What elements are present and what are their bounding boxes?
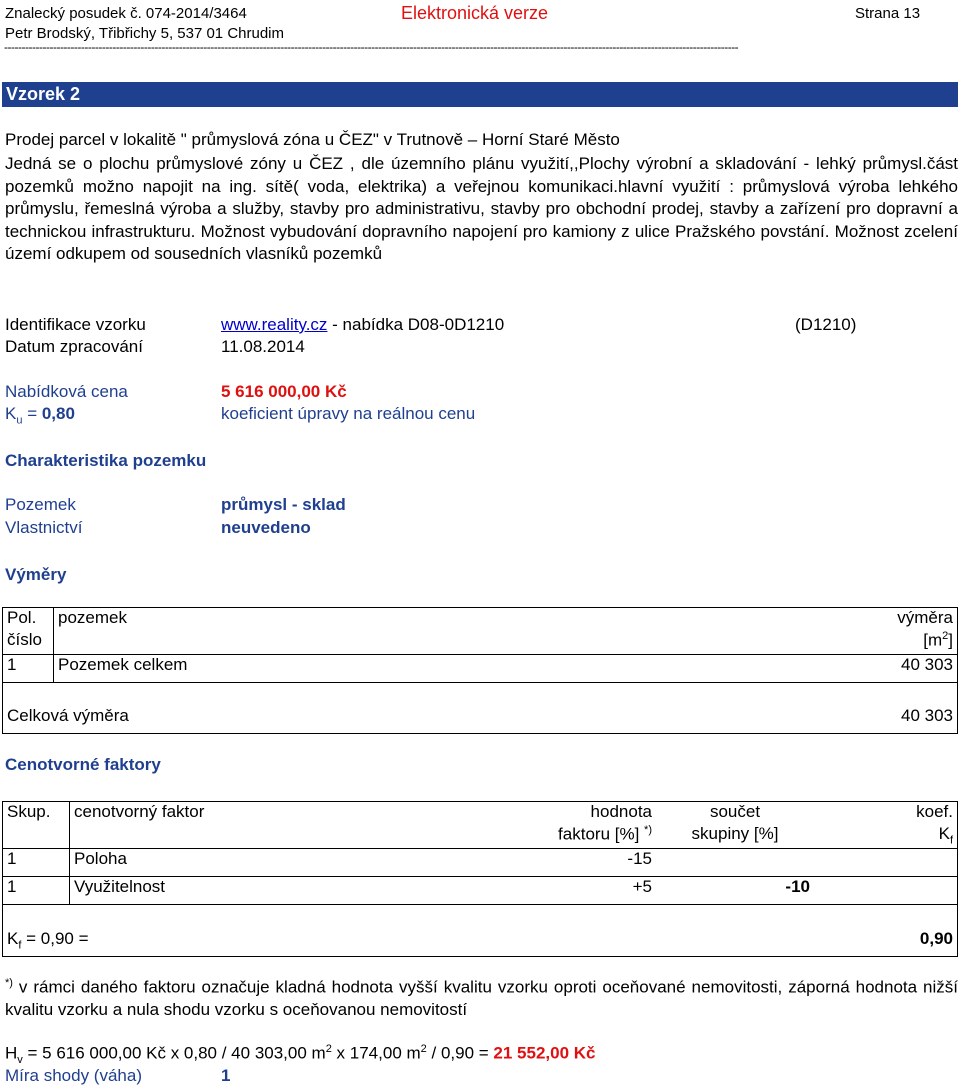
total-label: Celková výměra [3, 706, 810, 734]
col-hodnota-unit: faktoru [%] *) [518, 824, 656, 849]
col-koef-unit: $K_f$ [814, 824, 958, 849]
col-skup: Skup. [3, 802, 70, 824]
row-koef [814, 877, 958, 905]
source-link[interactable]: www.reality.cz [221, 315, 328, 334]
factors-title: Cenotvorné faktory [5, 755, 161, 774]
header-page-number: Strana 13 [855, 5, 921, 22]
kf-label: $K_f = 0,90$ = [3, 929, 815, 957]
source-offer: - nabídka D08-0D1210 [327, 315, 505, 334]
characteristics-title: Charakteristika pozemku [5, 451, 207, 470]
col-faktor: cenotvorný faktor [70, 802, 519, 824]
table-row [3, 849, 958, 877]
col-hodnota: hodnota [518, 802, 656, 824]
row-hodnota: -15 [518, 849, 656, 877]
ku-subscript: u [16, 414, 23, 427]
table-row [3, 655, 958, 683]
row-skup: 1 [3, 877, 70, 905]
col-vymera: výměra [809, 608, 958, 630]
header-author: Petr Brodský, Třibřichy 5, 537 01 Chrudim [5, 25, 285, 42]
row-faktor: Využitelnost [70, 877, 519, 905]
row-skup: 1 [3, 849, 70, 877]
shoda-value: 1 [221, 1066, 231, 1085]
description-body: Jedná se o plochu průmyslové zóny u ČEZ , dle územního plánu využití,,Plochy výrobní a skladování - lehký průmysl.část pozemků možno napojit na ing. sítě( voda, elektrika) a veřejnou komunikaci.hlavní využití : průmyslová výroba lehkého průmyslu, řemeslná výroba a služby, stavby pro administrativu, stavby pro obchodní prodej, stavby a zařízení pro dopravní a technickou infrastrukturu. Možnost vybudování dopravního napojení pro kamiony z ulice Pražského povstání. Možnost zcelení území odkupem od sousedních vlasníků pozemků [5, 154, 958, 263]
footnote-mark: *) [5, 977, 13, 989]
col-cislo: číslo [3, 630, 54, 655]
identification-label: Identifikace vzorku [5, 315, 146, 334]
identification-source [221, 315, 504, 335]
col-soucet: součet [656, 802, 814, 824]
pozemek-label: Pozemek [5, 495, 76, 514]
total-value: 40 303 [809, 706, 958, 734]
shoda-label: Míra shody (váha) [5, 1066, 142, 1085]
areas-table [2, 607, 958, 734]
row-number: 1 [3, 655, 54, 683]
total-row [3, 706, 958, 734]
footnote-text: v rámci daného faktoru označuje kladná hodnota vyšší kvalitu vzorku oproti oceňované nemovitosti, záporná hodnota nižší kvalitu vzorku a nula shodu vzorku s oceňovanou nemovitostí [5, 977, 958, 1020]
row-soucet: -10 [656, 877, 814, 905]
col-pozemek: pozemek [54, 608, 810, 630]
col-koef: koef. [814, 802, 958, 824]
table-row [3, 877, 958, 905]
vlastnictvi-label: Vlastnictví [5, 518, 83, 537]
kf-row [3, 929, 958, 957]
ku-description: koeficient úpravy na reálnou cenu [221, 404, 476, 423]
ku-value: 0,80 [41, 404, 75, 423]
row-value: 40 303 [809, 655, 958, 683]
date-label: Datum zpracování [5, 337, 143, 356]
ku-line [5, 404, 75, 426]
result-value: 21 552,00 Kč [493, 1043, 596, 1063]
ku-equals: = [22, 404, 42, 423]
identification-code: (D1210) [795, 315, 857, 334]
row-hodnota: +5 [518, 877, 656, 905]
row-faktor: Poloha [70, 849, 519, 877]
date-value: 11.08.2014 [221, 337, 305, 356]
section-title: Vzorek 2 [6, 84, 81, 104]
price-value: 5 616 000,00 Kč [221, 382, 347, 401]
footnote [5, 972, 958, 1022]
price-label: Nabídková cena [5, 382, 128, 401]
col-unit: $[m^2]$ [809, 630, 958, 655]
section-bar [2, 82, 958, 107]
row-name: Pozemek celkem [54, 655, 810, 683]
vlastnictvi-value: neuvedeno [221, 518, 311, 537]
result-formula: $H_v = 5$ 616 000,00 Kč x 0,80 / 40 303,00 $m^2$ x 174,00 $m^2 / 0,90 = 21$ 552,00 Kč [5, 1043, 596, 1067]
col-soucet-unit: skupiny [%] [656, 824, 814, 849]
areas-title: Výměry [5, 565, 67, 584]
header-document-title: Znalecký posudek č. 074-2014/3464 [5, 5, 247, 22]
row-koef [814, 849, 958, 877]
row-soucet [656, 849, 814, 877]
header-electronic-version: Elektronická verze [401, 3, 549, 23]
description-title: Prodej parcel v lokalitě " průmyslová zóna u ČEZ" v Trutnově – Horní Staré Město [5, 130, 620, 149]
ku-symbol: K [5, 404, 17, 423]
kf-value: 0,90 [814, 929, 958, 957]
pozemek-value: průmysl - sklad [221, 495, 346, 514]
col-pol: Pol. [3, 608, 54, 630]
header-divider: ------------------------------------------------------------------------------------------------------------------------------------------------------------------------------------------------------------------ [4, 40, 739, 54]
factors-table [2, 801, 958, 957]
